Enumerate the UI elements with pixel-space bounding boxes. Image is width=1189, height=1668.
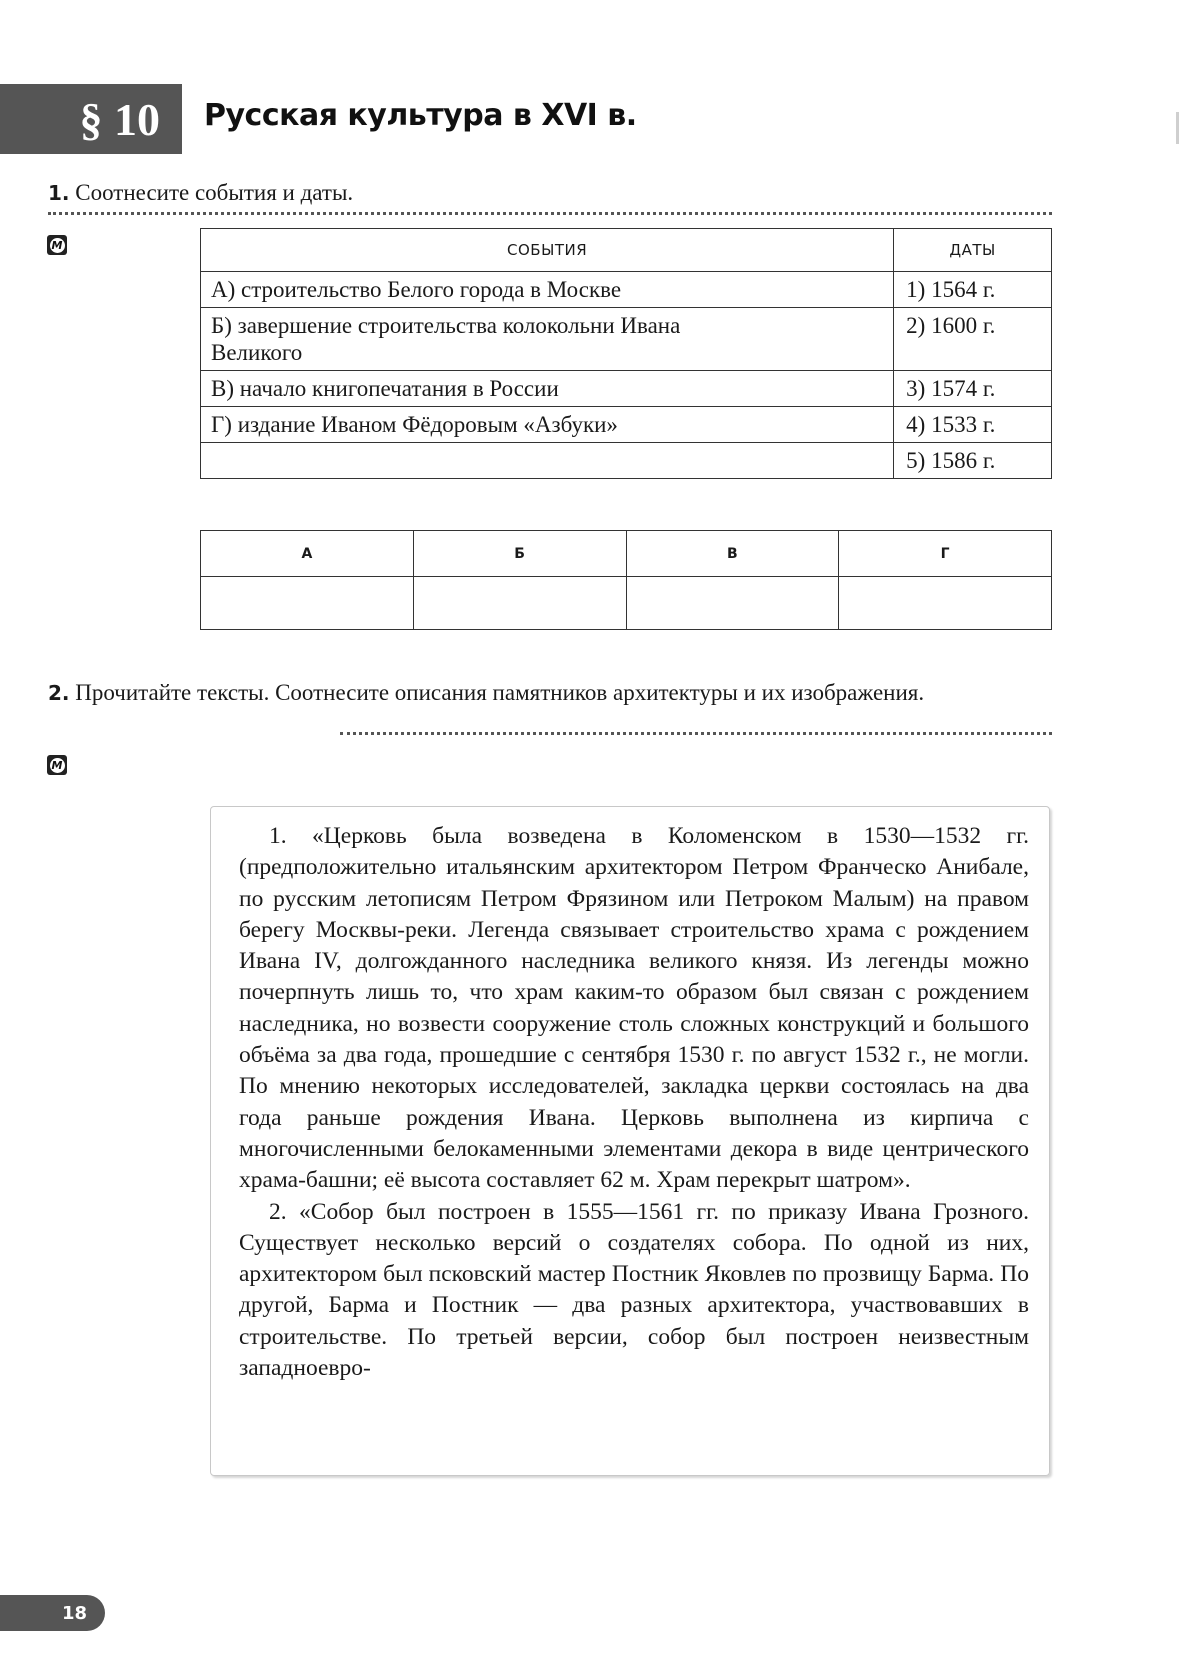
answer-table [200,530,1052,630]
table-row [201,443,1052,479]
architecture-text-1: 1. «Церковь была возведена в Коломенском в 1530—1532 гг. (предположительно итальянским архитектором Петром Франческо Анибале, по русским летописям Петром Фрязином или Петроком Малым) на правом берегу Москвы-реки. Легенда связывает строительство храма с рождением Ивана IV, долгожданного наследника великого князя. Из легенды можно почерпнуть лишь то, что храм каким-то образом был связан с рождением наследника, но возвести сооружение столь сложных конструкций и большого объёма за два года, прошедшие с сентября 1530 г. по август 1532 г., не могли. По мнению некоторых исследователей, закладка церкви состоялась на два года раньше рождения Ивана. Церковь выполнена из кирпича с многочисленными белокаменными элементами декора в виде центрического храма-башни; её высота составляет 62 м. Храм перекрыт шатром». [239,823,1029,1194]
table-row [201,371,1052,407]
event-cell: А) строительство Белого города в Москве [201,272,894,308]
task-1-number: 1. [48,181,70,205]
events-column-header: СОБЫТИЯ [201,229,894,272]
task-2-number: 2. [48,681,70,705]
answer-header-g: Г [839,531,1052,577]
dates-column-header: ДАТЫ [894,229,1052,272]
date-cell: 2) 1600 г. [894,308,1052,371]
m-icon: M [47,235,67,255]
answer-header-b: Б [413,531,626,577]
task-1-heading [48,180,353,206]
event-cell: Б) завершение строительства колокольни Ивана Великого [201,308,894,371]
m-icon: M [47,755,67,775]
table-row [201,407,1052,443]
answer-header-a: А [201,531,414,577]
answer-cell-v[interactable] [626,577,839,630]
task-2-instruction: Прочитайте тексты. Соотнесите описания памятников архитектуры и их изображения. [75,680,925,705]
answer-cell-g[interactable] [839,577,1052,630]
answer-header-v: В [626,531,839,577]
date-cell: 5) 1586 г. [894,443,1052,479]
dotted-divider [48,212,1052,215]
answer-cell-b[interactable] [413,577,626,630]
answer-cell-a[interactable] [201,577,414,630]
architecture-text-2: 2. «Собор был построен в 1555—1561 гг. по приказу Ивана Грозного. Существует несколько версий о создателях собора. По одной из них, архитектором был псковский мастер Постник Яковлев по прозвищу Барма. По другой, Барма и Постник — два разных архитектора, участвовавших в строительстве. По третьей версии, собор был построен неизвестным западноевро- [239,1198,1029,1382]
event-cell [201,443,894,479]
table-row [201,308,1052,371]
date-cell: 4) 1533 г. [894,407,1052,443]
task-1-instruction: Соотнесите события и даты. [75,180,354,205]
section-number: § 10 [79,93,160,145]
events-dates-table [200,228,1052,479]
page-title: Русская культура в XVI в. [204,98,637,133]
architecture-texts-box [210,806,1050,1476]
event-cell: В) начало книгопечатания в России [201,371,894,407]
page-edge-mark [1176,112,1179,144]
table-row [201,272,1052,308]
dotted-divider [340,732,1052,735]
event-cell: Г) издание Иваном Фёдоровым «Азбуки» [201,407,894,443]
page-number-badge [0,1595,105,1631]
task-2-heading [48,678,928,708]
date-cell: 3) 1574 г. [894,371,1052,407]
section-number-badge [0,84,182,154]
page-number: 18 [61,1602,87,1624]
date-cell: 1) 1564 г. [894,272,1052,308]
